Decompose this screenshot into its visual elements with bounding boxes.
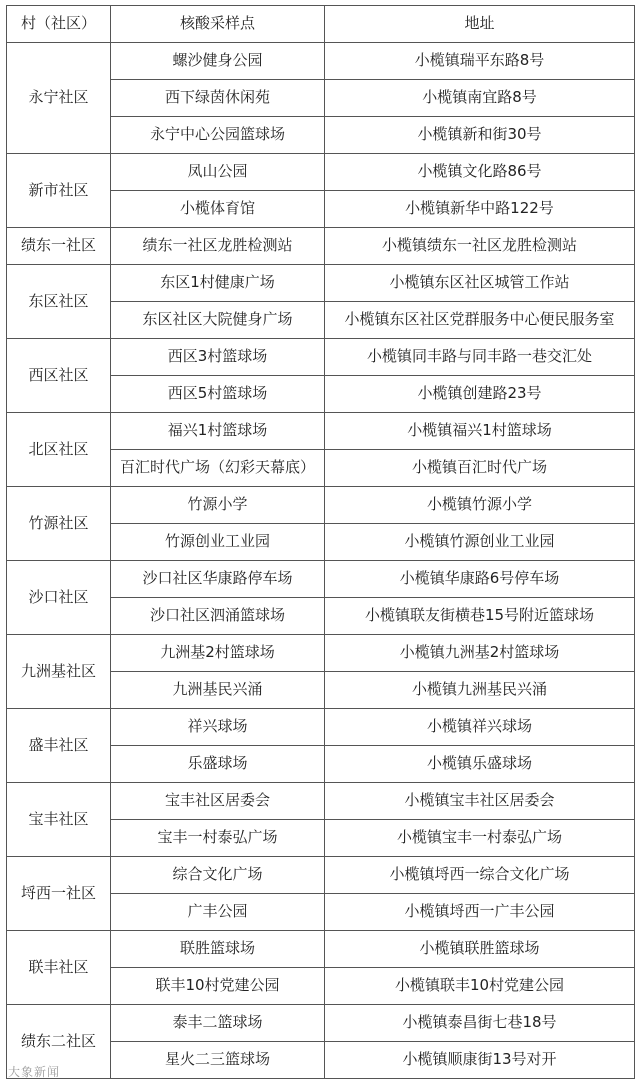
header-row <box>7 6 635 43</box>
table-row <box>7 931 635 968</box>
community-cell: 新市社区 <box>7 154 111 228</box>
address-cell: 小榄镇东区社区党群服务中心便民服务室 <box>325 302 635 339</box>
table-row <box>7 709 635 746</box>
address-cell: 小榄镇顺康街13号对开 <box>325 1042 635 1079</box>
community-cell: 绩东一社区 <box>7 228 111 265</box>
table-row <box>7 339 635 376</box>
address-cell: 小榄镇竹源创业工业园 <box>325 524 635 561</box>
address-cell: 小榄镇宝丰一村泰弘广场 <box>325 820 635 857</box>
address-cell: 小榄镇同丰路与同丰路一巷交汇处 <box>325 339 635 376</box>
site-cell: 联胜篮球场 <box>111 931 325 968</box>
address-cell: 小榄镇瑞平东路8号 <box>325 43 635 80</box>
community-cell: 沙口社区 <box>7 561 111 635</box>
table-row <box>7 1005 635 1042</box>
site-cell: 东区1村健康广场 <box>111 265 325 302</box>
site-cell: 沙口社区华康路停车场 <box>111 561 325 598</box>
community-cell: 竹源社区 <box>7 487 111 561</box>
address-cell: 小榄镇联丰10村党建公园 <box>325 968 635 1005</box>
site-cell: 九洲基民兴涌 <box>111 672 325 709</box>
table-row <box>7 857 635 894</box>
site-cell: 沙口社区泗涌篮球场 <box>111 598 325 635</box>
address-cell: 小榄镇九洲基民兴涌 <box>325 672 635 709</box>
site-cell: 综合文化广场 <box>111 857 325 894</box>
address-cell: 小榄镇绩东一社区龙胜检测站 <box>325 228 635 265</box>
site-cell: 竹源小学 <box>111 487 325 524</box>
site-cell: 东区社区大院健身广场 <box>111 302 325 339</box>
site-cell: 福兴1村篮球场 <box>111 413 325 450</box>
address-cell: 小榄镇乐盛球场 <box>325 746 635 783</box>
table-header <box>7 6 635 43</box>
site-cell: 祥兴球场 <box>111 709 325 746</box>
site-cell: 广丰公园 <box>111 894 325 931</box>
site-cell: 联丰10村党建公园 <box>111 968 325 1005</box>
watermark: 大象新闻 <box>8 1065 61 1079</box>
community-cell: 盛丰社区 <box>7 709 111 783</box>
table-row <box>7 265 635 302</box>
address-cell: 小榄镇南宜路8号 <box>325 80 635 117</box>
address-cell: 小榄镇九洲基2村篮球场 <box>325 635 635 672</box>
site-cell: 小榄体育馆 <box>111 191 325 228</box>
address-cell: 小榄镇东区社区城管工作站 <box>325 265 635 302</box>
header-site: 核酸采样点 <box>111 6 325 43</box>
address-cell: 小榄镇文化路86号 <box>325 154 635 191</box>
address-cell: 小榄镇埒西一广丰公园 <box>325 894 635 931</box>
site-cell: 乐盛球场 <box>111 746 325 783</box>
table-row <box>7 43 635 80</box>
table-row <box>7 783 635 820</box>
site-cell: 星火二三篮球场 <box>111 1042 325 1079</box>
address-cell: 小榄镇百汇时代广场 <box>325 450 635 487</box>
header-community: 村（社区） <box>7 6 111 43</box>
table-row <box>7 228 635 265</box>
community-cell: 埒西一社区 <box>7 857 111 931</box>
community-cell: 北区社区 <box>7 413 111 487</box>
site-cell: 西下绿茵休闲苑 <box>111 80 325 117</box>
header-address: 地址 <box>325 6 635 43</box>
site-cell: 凤山公园 <box>111 154 325 191</box>
site-cell: 泰丰二篮球场 <box>111 1005 325 1042</box>
address-cell: 小榄镇福兴1村篮球场 <box>325 413 635 450</box>
table-row <box>7 487 635 524</box>
address-cell: 小榄镇祥兴球场 <box>325 709 635 746</box>
site-cell: 宝丰社区居委会 <box>111 783 325 820</box>
community-cell: 东区社区 <box>7 265 111 339</box>
site-cell: 九洲基2村篮球场 <box>111 635 325 672</box>
table-row <box>7 561 635 598</box>
table-body <box>7 43 635 1079</box>
site-cell: 宝丰一村泰弘广场 <box>111 820 325 857</box>
address-cell: 小榄镇联胜篮球场 <box>325 931 635 968</box>
site-cell: 西区5村篮球场 <box>111 376 325 413</box>
address-cell: 小榄镇泰昌街七巷18号 <box>325 1005 635 1042</box>
site-cell: 西区3村篮球场 <box>111 339 325 376</box>
site-cell: 竹源创业工业园 <box>111 524 325 561</box>
community-cell: 九洲基社区 <box>7 635 111 709</box>
table-row <box>7 635 635 672</box>
site-cell: 绩东一社区龙胜检测站 <box>111 228 325 265</box>
site-cell: 百汇时代广场（幻彩天幕底） <box>111 450 325 487</box>
community-cell: 永宁社区 <box>7 43 111 154</box>
community-cell: 西区社区 <box>7 339 111 413</box>
community-cell: 宝丰社区 <box>7 783 111 857</box>
community-cell: 绩东二社区 <box>7 1005 111 1079</box>
address-cell: 小榄镇宝丰社区居委会 <box>325 783 635 820</box>
sampling-sites-table <box>6 5 635 1079</box>
address-cell: 小榄镇新华中路122号 <box>325 191 635 228</box>
address-cell: 小榄镇联友街横巷15号附近篮球场 <box>325 598 635 635</box>
site-cell: 螺沙健身公园 <box>111 43 325 80</box>
community-cell: 联丰社区 <box>7 931 111 1005</box>
address-cell: 小榄镇华康路6号停车场 <box>325 561 635 598</box>
address-cell: 小榄镇竹源小学 <box>325 487 635 524</box>
site-cell: 永宁中心公园篮球场 <box>111 117 325 154</box>
address-cell: 小榄镇创建路23号 <box>325 376 635 413</box>
table-row <box>7 413 635 450</box>
table-row <box>7 154 635 191</box>
address-cell: 小榄镇新和街30号 <box>325 117 635 154</box>
address-cell: 小榄镇埒西一综合文化广场 <box>325 857 635 894</box>
